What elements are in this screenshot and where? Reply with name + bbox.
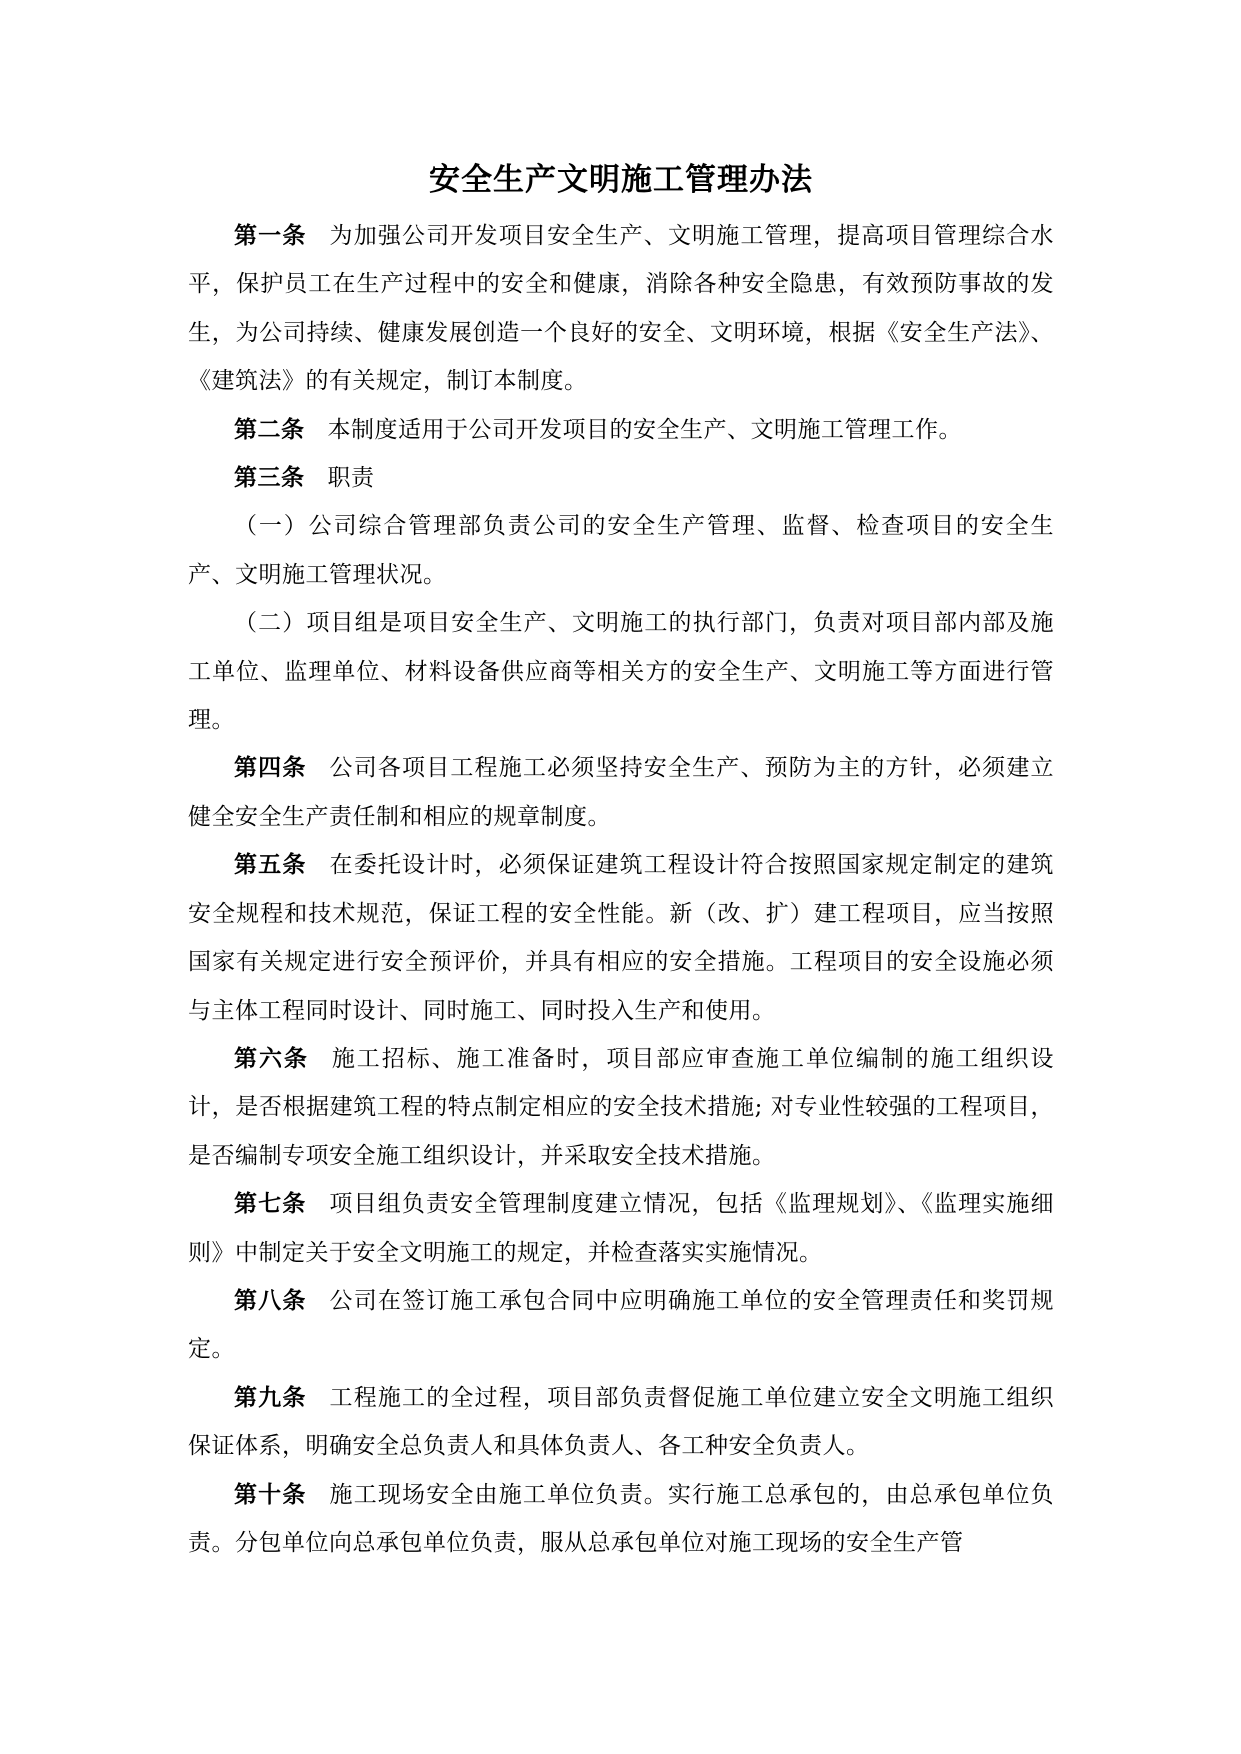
article-text: 本制度适用于公司开发项目的安全生产、文明施工管理工作。 bbox=[327, 416, 962, 443]
article-label: 第四条 bbox=[234, 754, 307, 782]
article-text: 项目组负责安全管理制度建立情况，包括《监理规划》、《监理实施细则》中制定关于安全文明施工的规定，并检查落实实施情况。 bbox=[188, 1191, 1055, 1266]
article-text: 公司在签订施工承包合同中应明确施工单位的安全管理责任和奖罚规定。 bbox=[188, 1287, 1054, 1363]
article-label: 第九条 bbox=[234, 1383, 307, 1411]
article-text: 工程施工的全过程，项目部负责督促施工单位建立安全文明施工组织保证体系，明确安全总负责人和具体负责人、各工种安全负责人。 bbox=[188, 1384, 1054, 1460]
article-text: 职责 bbox=[327, 465, 375, 492]
article-label: 第五条 bbox=[234, 851, 307, 879]
article-5 bbox=[188, 841, 1054, 1035]
article-1 bbox=[188, 212, 1054, 406]
item-text: （一）公司综合管理部负责公司的安全生产管理、监督、检查项目的安全生产、文明施工管理状况。 bbox=[188, 513, 1054, 588]
article-4 bbox=[188, 744, 1054, 841]
article-text: 为加强公司开发项目安全生产、文明施工管理，提高项目管理综合水平，保护员工在生产过程中的安全和健康，消除各种安全隐患，有效预防事故的发生，为公司持续、健康发展创造一个良好的安全、文明环境，根据《安全生产法》、《建筑法》的有关规定，制订本制度。 bbox=[188, 223, 1054, 395]
article-label: 第六条 bbox=[234, 1044, 309, 1072]
article-3-item-2 bbox=[188, 599, 1054, 744]
article-text: 公司各项目工程施工必须坚持安全生产、预防为主的方针，必须建立健全安全生产责任制和相应的规章制度。 bbox=[188, 755, 1054, 830]
article-9 bbox=[188, 1374, 1054, 1471]
article-text: 施工招标、施工准备时，项目部应审查施工单位编制的施工组织设计，是否根据建筑工程的特点制定相应的安全技术措施; 对专业性较强的工程项目，是否编制专项安全施工组织设计，并采取安全技术措施。 bbox=[188, 1045, 1055, 1169]
document-title: 安全生产文明施工管理办法 bbox=[429, 162, 813, 198]
document-page bbox=[188, 150, 1054, 1567]
article-7 bbox=[188, 1180, 1054, 1277]
article-label: 第二条 bbox=[234, 415, 305, 443]
article-text: 在委托设计时，必须保证建筑工程设计符合按照国家规定制定的建筑安全规程和技术规范，保证工程的安全性能。新（改、扩）建工程项目，应当按照国家有关规定进行安全预评价，并具有相应的安全措施。工程项目的安全设施必须与主体工程同时设计、同时施工、同时投入生产和使用。 bbox=[188, 852, 1054, 1024]
article-label: 第三条 bbox=[234, 464, 305, 492]
article-8 bbox=[188, 1277, 1054, 1374]
article-3-item-1 bbox=[188, 502, 1054, 599]
article-label: 第一条 bbox=[234, 222, 307, 249]
item-text: （二）项目组是项目安全生产、文明施工的执行部门，负责对项目部内部及施工单位、监理单位、材料设备供应商等相关方的安全生产、文明施工等方面进行管理。 bbox=[188, 610, 1054, 734]
article-label: 第八条 bbox=[234, 1286, 307, 1314]
article-6 bbox=[188, 1035, 1054, 1180]
article-text: 施工现场安全由施工单位负责。实行施工总承包的，由总承包单位负责。分包单位向总承包单位负责，服从总承包单位对施工现场的安全生产管 bbox=[188, 1481, 1054, 1556]
article-label: 第七条 bbox=[234, 1190, 307, 1218]
article-3 bbox=[188, 454, 1054, 502]
article-10 bbox=[188, 1471, 1054, 1568]
article-label: 第十条 bbox=[234, 1480, 307, 1508]
article-2 bbox=[188, 406, 1054, 454]
